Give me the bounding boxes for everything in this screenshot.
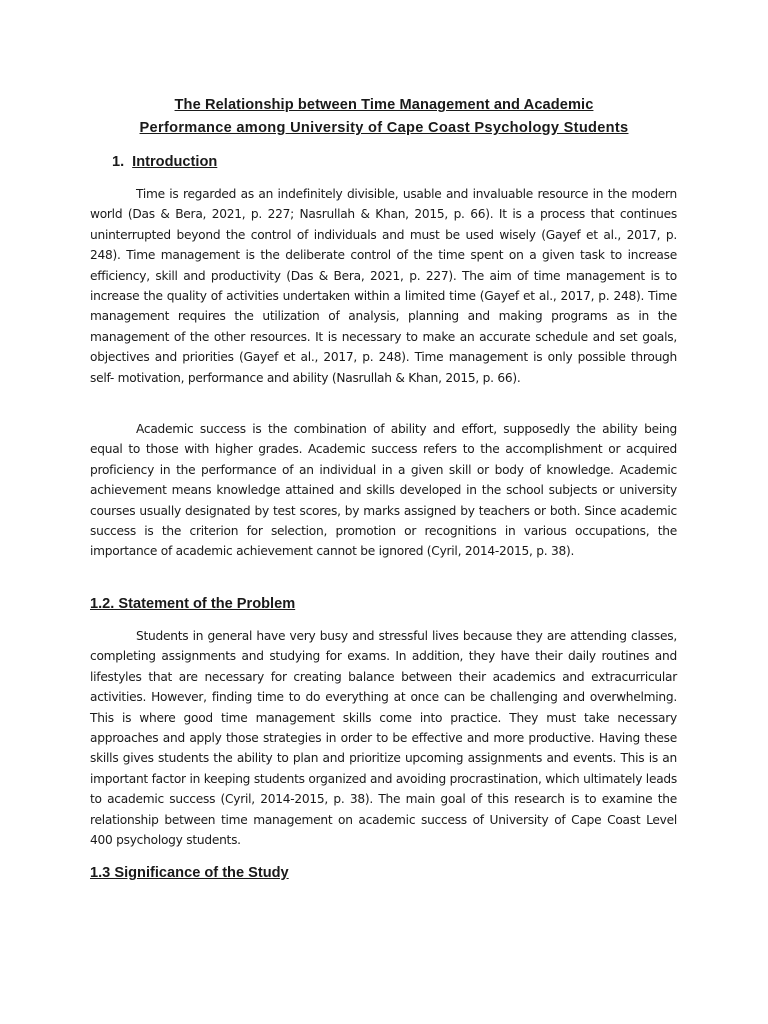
problem-statement-heading: 1.2. Statement of the Problem	[90, 596, 296, 612]
document-title-line-2: Performance among University of Cape Coast Psychology Students	[139, 120, 629, 136]
significance-heading: 1.3 Significance of the Study	[90, 865, 289, 881]
introduction-heading	[112, 151, 217, 173]
introduction-heading-label: Introduction	[132, 154, 218, 170]
problem-statement-paragraph: Students in general have very busy and stressful lives because they are attending classes, completing assignments and studying for exams. In addition, they have their daily routines and lifestyles that are necessary for creating balance between their academics and extracurricular activities. However, finding time to do everything at once can be challenging and overwhelming. This is where good time management skills come into practice. They must take necessary approaches and apply those strategies in order to be effective and more productive. Having these skills gives students the ability to plan and prioritize upcoming assignments and events. This is an important factor in keeping students organized and avoiding procrastination, which ultimately leads to academic success (Cyril, 2014-2015, p. 38). The main goal of this research is to examine the relationship between time management on academic success of University of Cape Coast Level 400 psychology students.	[90, 629, 677, 848]
introduction-heading-number: 1.	[112, 154, 125, 170]
introduction-paragraph-2: Academic success is the combination of ability and effort, supposedly the ability being equal to those with higher grades. Academic success refers to the accomplishment or acquired proficiency in the performance of an individual in a given skill or body of knowledge. Academic achievement means knowledge attained and skills developed in the school subjects or university courses usually designated by test scores, by marks assigned by teachers or both. Since academic success is the criterion for selection, promotion or recognitions in various occupations, the importance of academic achievement cannot be ignored (Cyril, 2014-2015, p. 38).	[90, 422, 677, 559]
introduction-paragraph-1: Time is regarded as an indefinitely divisible, usable and invaluable resource in the modern world (Das & Bera, 2021, p. 227; Nasrullah & Khan, 2015, p. 66). It is a process that continues uninterrupted beyond the control of individuals and must be used wisely (Gayef et al., 2017, p. 248). Time management is the deliberate control of the time spent on a given task to increase efficiency, skill and productivity (Das & Bera, 2021, p. 227). The aim of time management is to increase the quality of activities undertaken within a limited time (Gayef et al., 2017, p. 248). Time management requires the utilization of analysis, planning and making programs as in the management of the other resources. It is necessary to make an accurate schedule and set goals, objectives and priorities (Gayef et al., 2017, p. 248). Time management is only possible through self- motivation, performance and ability (Nasrullah & Khan, 2015, p. 66).	[90, 187, 677, 385]
document-title-line-1: The Relationship between Time Management and Academic	[174, 97, 594, 113]
